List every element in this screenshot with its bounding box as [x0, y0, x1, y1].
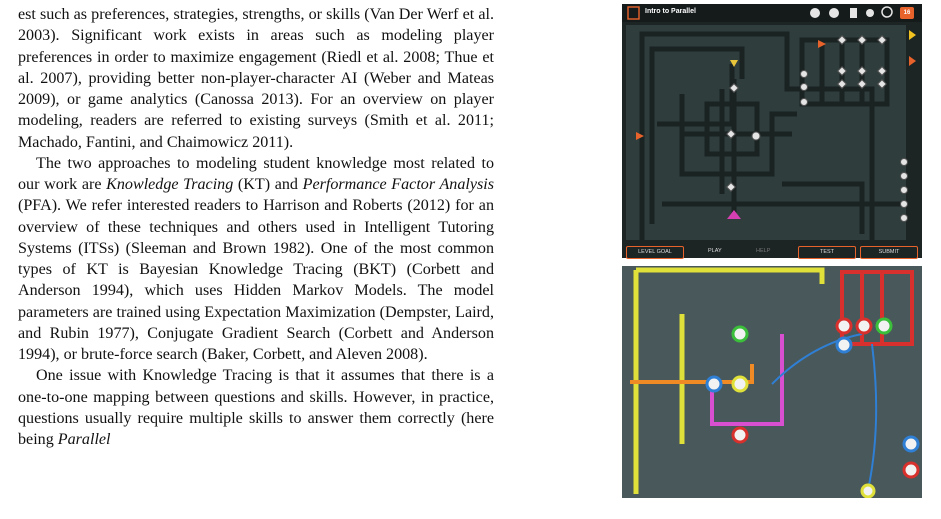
- help-label[interactable]: HELP: [756, 248, 771, 254]
- paper-text-column: [18, 4, 494, 450]
- paragraph: The two approaches to modeling student knowledge most related to our work are Knowledge Tracing (KT) and Performance Factor Analysis (PFA). We refer interested readers to Harrison and Roberts (2012) for an overview of these techniques and others used in Intelligent Tutoring Systems (ITSs) (Sleeman and Brown 1982). One of the most common types of KT is Bayesian Knowledge Tracing (BKT) (Corbett and Anderson 1994), which uses Hidden Markov Models. The model parameters are trained using Expectation Maximization (Dempster, Laird, and Rubin 1977), Conjugate Gradient Search (Corbett and Anderson 1994), or brute-force search (Baker, Corbett, and Aleven 2008).: [18, 154, 495, 363]
- paragraph: One issue with Knowledge Tracing is that it assumes that there is a one-to-one mapping between questions and skills. However, in practice, questions usually require multiple skills to answer them correctly (here being Parallel: [18, 367, 494, 448]
- trash-icon[interactable]: [850, 8, 857, 18]
- level-number-badge: 16: [900, 7, 914, 19]
- figure: [622, 4, 922, 498]
- level-goal-button[interactable]: LEVEL GOAL: [626, 246, 684, 259]
- test-button[interactable]: TEST: [798, 246, 856, 259]
- share-icon[interactable]: [866, 9, 874, 17]
- toggle-icon[interactable]: [829, 8, 839, 18]
- paragraph: est such as preferences, strategies, strengths, or skills (Van Der Werf et al. 2003). Significant work exists in areas such as modeling player preferences in order to maximize engagement (Riedl et al. 2008; Thue et al. 2007), providing better non-player-character AI (Weber and Mateas 2009), or game analytics (Canossa 2013). For an overview on player modeling, readers are referred to existing surveys (Smith et al. 2011; Machado, Fantini, and Chaimowicz 2011).: [18, 6, 494, 151]
- play-toggle-label[interactable]: PLAY: [708, 248, 722, 254]
- submit-button[interactable]: SUBMIT: [860, 246, 918, 259]
- close-icon[interactable]: [810, 8, 820, 18]
- level-title: Intro to Parallel: [645, 8, 696, 15]
